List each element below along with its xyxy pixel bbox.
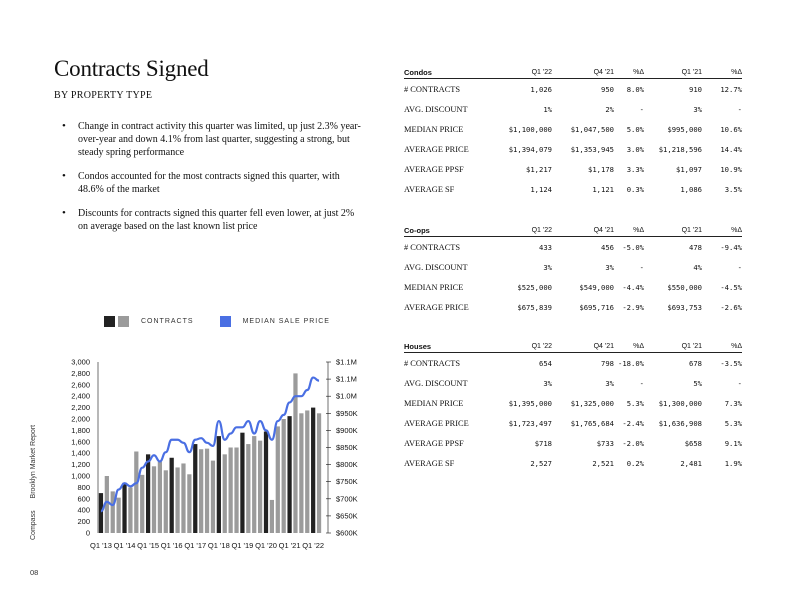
cell: 1,086 <box>680 184 702 194</box>
table-row <box>404 237 742 258</box>
cell: 10.9% <box>720 164 742 174</box>
x-tick-label: Q1 '15 <box>137 541 160 550</box>
column-header: Q4 '21 <box>552 224 614 237</box>
column-header: Q1 '22 <box>496 66 552 79</box>
cell: 3% <box>693 104 702 114</box>
cell: - <box>639 262 644 272</box>
row-label: # CONTRACTS <box>404 84 461 94</box>
cell: $658 <box>684 438 702 448</box>
table-row <box>404 139 742 159</box>
y-right-tick-label: $900K <box>336 425 358 435</box>
table-header <box>404 224 742 237</box>
cell: 5.3% <box>626 398 644 408</box>
column-header: %Δ <box>614 66 644 79</box>
table-row <box>404 119 742 139</box>
cell: -18.0% <box>618 358 644 368</box>
x-tick-label: Q1 '19 <box>231 541 254 550</box>
cell: $1,100,000 <box>508 124 552 134</box>
legend-median-label: MEDIAN SALE PRICE <box>242 318 330 325</box>
median-price-line <box>101 378 319 512</box>
contracts-bar <box>240 433 244 533</box>
cell: $1,300,000 <box>658 398 702 408</box>
bullet-list <box>62 120 362 244</box>
contracts-bar <box>164 470 168 533</box>
cell: 10.6% <box>720 124 742 134</box>
contracts-bar <box>287 416 291 533</box>
row-label: AVERAGE PPSF <box>404 164 464 174</box>
cell: 433 <box>539 242 552 252</box>
table-row <box>404 79 742 100</box>
contracts-bar <box>193 444 197 533</box>
cell: 8.0% <box>626 84 644 94</box>
cell: $995,000 <box>667 124 702 134</box>
row-label: AVERAGE PRICE <box>404 302 469 312</box>
cell: $1,394,079 <box>508 144 552 154</box>
y-left-tick-label: 400 <box>77 505 90 515</box>
cell: -5.0% <box>622 242 644 252</box>
cell: - <box>639 378 644 388</box>
cell: $733 <box>596 438 614 448</box>
table-row <box>404 413 742 433</box>
contracts-bar <box>140 475 144 533</box>
cell: - <box>737 262 742 272</box>
y-left-tick-label: 2,600 <box>71 380 90 390</box>
legend-swatch-blue <box>220 316 231 327</box>
x-tick-label: Q1 '17 <box>184 541 207 550</box>
table-row <box>404 433 742 453</box>
contracts-bar <box>246 444 250 533</box>
cell: 5.3% <box>724 418 742 428</box>
contracts-bar <box>111 491 115 533</box>
y-right-tick-label: $750K <box>336 477 358 487</box>
cell: 910 <box>689 84 702 94</box>
row-label: AVG. DISCOUNT <box>404 104 468 114</box>
table-row <box>404 257 742 277</box>
bullet-item: • Change in contract activity this quarter was limited, up just 2.3% year-over-year and down 4.1% from last quarter, suggesting a strong, but steady spring performance <box>62 120 362 159</box>
contracts-bar <box>99 493 103 533</box>
coops-table <box>404 224 742 317</box>
contracts-bar <box>223 454 227 533</box>
cell: 5.0% <box>626 124 644 134</box>
cell: 1,026 <box>530 84 552 94</box>
contracts-bar <box>282 419 286 533</box>
legend-swatch-dark <box>104 316 115 327</box>
y-left-tick-label: 2,400 <box>71 391 90 401</box>
cell: -9.4% <box>720 242 742 252</box>
cell: $1,723,497 <box>508 418 552 428</box>
column-header: Q1 '22 <box>496 340 552 353</box>
cell: 5% <box>693 378 702 388</box>
cell: 2,481 <box>680 458 702 468</box>
table-row <box>404 453 742 473</box>
cell: 3.0% <box>626 144 644 154</box>
cell: -2.6% <box>720 302 742 312</box>
column-header: Q1 '21 <box>644 66 702 79</box>
contracts-bar <box>229 448 233 534</box>
cell: $1,178 <box>588 164 614 174</box>
contracts-bar <box>128 487 132 533</box>
brand-label: Compass <box>30 510 37 540</box>
y-left-tick-label: 2,200 <box>71 403 90 413</box>
row-label: MEDIAN PRICE <box>404 282 464 292</box>
table-row <box>404 353 742 374</box>
cell: - <box>737 378 742 388</box>
column-header: Q4 '21 <box>552 66 614 79</box>
contracts-bar <box>117 498 121 533</box>
cell: 950 <box>601 84 614 94</box>
contracts-bar <box>211 461 215 533</box>
legend-swatch-gray <box>118 316 129 327</box>
table-row <box>404 373 742 393</box>
cell: 3% <box>543 262 552 272</box>
column-header: Q1 '21 <box>644 224 702 237</box>
column-header: %Δ <box>702 340 742 353</box>
y-right-tick-label: $950K <box>336 408 358 418</box>
y-right-tick-label: $600K <box>336 528 358 538</box>
cell: 3% <box>605 262 614 272</box>
row-label: AVERAGE SF <box>404 184 455 194</box>
legend-contracts-label: CONTRACTS <box>141 318 194 325</box>
contracts-bar <box>134 451 138 533</box>
cell: $1,217 <box>526 164 552 174</box>
cell: $1,353,945 <box>570 144 614 154</box>
table-title: Co-ops <box>404 224 496 237</box>
row-label: AVERAGE PRICE <box>404 418 469 428</box>
cell: 0.3% <box>626 184 644 194</box>
cell: $1,218,596 <box>658 144 702 154</box>
houses-table <box>404 340 742 473</box>
row-label: AVG. DISCOUNT <box>404 378 468 388</box>
y-left-tick-label: 1,000 <box>71 471 90 481</box>
cell: 456 <box>601 242 614 252</box>
y-left-tick-label: 1,800 <box>71 425 90 435</box>
cell: $718 <box>534 438 552 448</box>
cell: $1,395,000 <box>508 398 552 408</box>
cell: - <box>737 104 742 114</box>
table-row <box>404 179 742 199</box>
x-tick-label: Q1 '21 <box>278 541 301 550</box>
y-left-tick-label: 200 <box>77 517 90 527</box>
y-right-tick-label: $1.0M <box>336 391 357 401</box>
row-label: # CONTRACTS <box>404 358 461 368</box>
contracts-bar <box>258 441 262 533</box>
cell: 678 <box>689 358 702 368</box>
table-row <box>404 297 742 317</box>
contracts-bar <box>199 449 203 533</box>
cell: $693,753 <box>667 302 702 312</box>
cell: -4.4% <box>622 282 644 292</box>
y-right-tick-label: $1.1M <box>336 357 357 367</box>
cell: $1,636,908 <box>658 418 702 428</box>
y-left-tick-label: 1,400 <box>71 448 90 458</box>
cell: 478 <box>689 242 702 252</box>
y-left-tick-label: 600 <box>77 494 90 504</box>
contracts-bar <box>146 454 150 533</box>
row-label: MEDIAN PRICE <box>404 398 464 408</box>
table-header <box>404 340 742 353</box>
bullet-item: • Condos accounted for the most contracts signed this quarter, with 48.6% of the market <box>62 170 362 196</box>
cell: 1% <box>543 104 552 114</box>
contracts-bar <box>270 500 274 533</box>
page-title: Contracts Signed <box>54 56 209 81</box>
x-tick-label: Q1 '22 <box>302 541 325 550</box>
y-left-tick-label: 2,000 <box>71 414 90 424</box>
y-right-tick-label: $850K <box>336 443 358 452</box>
contracts-bar <box>234 448 238 534</box>
x-tick-label: Q1 '13 <box>90 541 112 550</box>
column-header: Q1 '22 <box>496 224 552 237</box>
table-row <box>404 277 742 297</box>
report-label: Brooklyn Market Report <box>30 424 37 499</box>
cell: -2.4% <box>622 418 644 428</box>
contracts-bar <box>264 432 268 533</box>
column-header: %Δ <box>702 224 742 237</box>
bullet-item: • Discounts for contracts signed this quarter fell even lower, at just 2% on average based on the last known list price <box>62 207 362 233</box>
side-label <box>30 415 37 540</box>
contracts-bar <box>170 458 174 533</box>
contracts-bar <box>299 413 303 533</box>
contracts-bar <box>181 463 185 533</box>
cell: $550,000 <box>667 282 702 292</box>
cell: $549,000 <box>579 282 614 292</box>
condos-table <box>404 66 742 199</box>
row-label: AVERAGE PPSF <box>404 438 464 448</box>
cell: -3.5% <box>720 358 742 368</box>
cell: 3% <box>543 378 552 388</box>
cell: 12.7% <box>720 84 742 94</box>
cell: 1,121 <box>592 184 614 194</box>
cell: 2,527 <box>530 458 552 468</box>
table-row <box>404 159 742 179</box>
row-label: AVERAGE SF <box>404 458 455 468</box>
cell: 3% <box>605 378 614 388</box>
cell: 4% <box>693 262 702 272</box>
contracts-bar <box>158 462 162 533</box>
cell: $1,765,684 <box>570 418 614 428</box>
cell: -4.5% <box>720 282 742 292</box>
y-left-tick-label: 1,600 <box>71 437 90 447</box>
y-right-tick-label: $800K <box>336 460 358 470</box>
column-header: %Δ <box>614 340 644 353</box>
x-tick-label: Q1 '18 <box>207 541 230 550</box>
column-header: Q4 '21 <box>552 340 614 353</box>
cell: $525,000 <box>517 282 552 292</box>
cell: 1,124 <box>530 184 552 194</box>
x-tick-label: Q1 '16 <box>160 541 183 550</box>
cell: 3.5% <box>724 184 742 194</box>
y-left-tick-label: 1,200 <box>71 460 90 470</box>
contracts-bar <box>205 449 209 533</box>
cell: $675,839 <box>517 302 552 312</box>
table-title: Condos <box>404 66 496 79</box>
x-tick-label: Q1 '14 <box>113 541 136 550</box>
cell: 0.2% <box>626 458 644 468</box>
page-number: 08 <box>30 568 39 577</box>
cell: 2% <box>605 104 614 114</box>
y-right-tick-label: $650K <box>336 511 358 521</box>
row-label: MEDIAN PRICE <box>404 124 464 134</box>
table-header <box>404 66 742 79</box>
contracts-bar <box>305 410 309 533</box>
table-row <box>404 99 742 119</box>
contracts-bar <box>122 483 126 533</box>
x-tick-label: Q1 '20 <box>255 541 277 550</box>
contracts-bar <box>187 474 191 533</box>
contracts-bar <box>217 436 221 533</box>
chart-legend <box>104 316 330 327</box>
contracts-chart <box>40 348 370 558</box>
cell: 1.9% <box>724 458 742 468</box>
y-left-tick-label: 2,800 <box>71 368 90 378</box>
contracts-bar <box>317 413 321 533</box>
y-left-tick-label: 800 <box>77 482 90 492</box>
cell: 14.4% <box>720 144 742 154</box>
cell: $1,047,500 <box>570 124 614 134</box>
cell: 9.1% <box>724 438 742 448</box>
row-label: AVERAGE PRICE <box>404 144 469 154</box>
cell: $1,325,000 <box>570 398 614 408</box>
column-header: %Δ <box>702 66 742 79</box>
row-label: AVG. DISCOUNT <box>404 262 468 272</box>
y-left-tick-label: 3,000 <box>71 357 90 367</box>
cell: $695,716 <box>579 302 614 312</box>
row-label: # CONTRACTS <box>404 242 461 252</box>
column-header: Q1 '21 <box>644 340 702 353</box>
contracts-bar <box>276 426 280 533</box>
cell: 3.3% <box>626 164 644 174</box>
y-left-tick-label: 0 <box>85 528 90 538</box>
column-header: %Δ <box>614 224 644 237</box>
y-right-tick-label: $700K <box>336 494 358 504</box>
contracts-bar <box>311 408 315 533</box>
table-title: Houses <box>404 340 496 353</box>
cell: 654 <box>539 358 552 368</box>
table-row <box>404 393 742 413</box>
cell: $1,097 <box>676 164 702 174</box>
cell: 7.3% <box>724 398 742 408</box>
contracts-bar <box>152 466 156 533</box>
cell: - <box>639 104 644 114</box>
page-subtitle: BY PROPERTY TYPE <box>54 90 153 101</box>
cell: -2.0% <box>622 438 644 448</box>
cell: 2,521 <box>592 458 614 468</box>
contracts-bar <box>252 436 256 533</box>
y-right-tick-label: $1.1M <box>336 374 357 384</box>
cell: 798 <box>601 358 614 368</box>
contracts-bar <box>175 467 179 533</box>
cell: -2.9% <box>622 302 644 312</box>
